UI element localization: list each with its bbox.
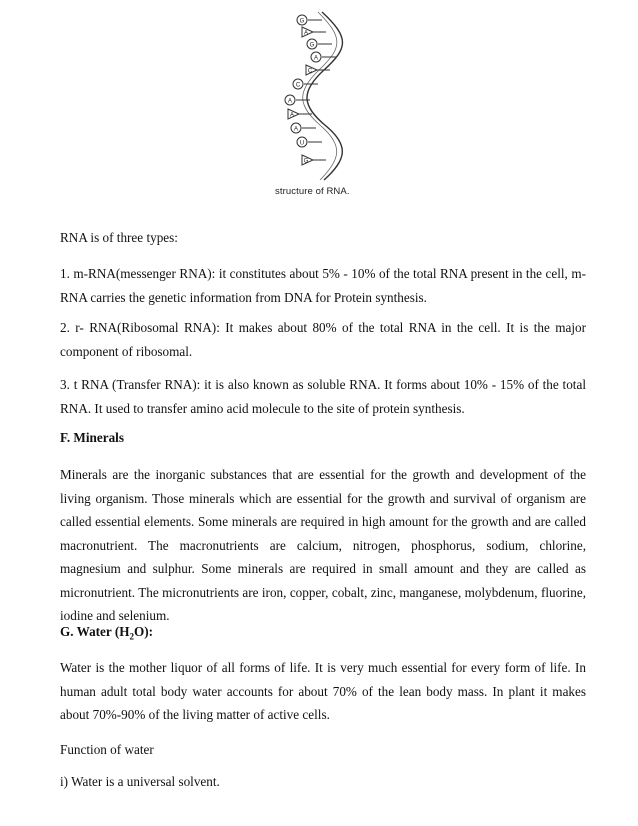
nucleotide-base-label: U	[299, 140, 305, 147]
rna-backbone	[307, 12, 343, 180]
function-item-1: i) Water is a universal solvent.	[60, 774, 220, 789]
nucleotide-base-label: C	[307, 68, 313, 75]
function-heading: Function of water	[60, 742, 154, 757]
nucleotide-base-label: C	[295, 82, 301, 89]
nucleotide-base-label: A	[293, 126, 299, 133]
trna-paragraph: 3. t RNA (Transfer RNA): it is also known as soluble RNA. It forms about 10% - 15% of the total RNA. It used to transfer amino acid molecule to the site of protein synthesis.	[60, 377, 586, 416]
water-paragraph: Water is the mother liquor of all forms of life. It is very much essential for every form of life. In human adult total body water accounts for about 70% of the lean body mass. In plant it makes about 70%-90% of the living matter of active cells.	[60, 660, 586, 722]
nucleotide-base-label: G	[309, 42, 315, 49]
nucleotide-base-label: A	[289, 112, 295, 119]
water-heading-subscript: 2	[129, 631, 134, 642]
nucleotide-base-label: G	[299, 18, 305, 25]
water-heading-prefix: G. Water (H	[60, 624, 130, 639]
rna-backbone-inner	[303, 12, 337, 180]
rrna-paragraph: 2. r- RNA(Ribosomal RNA): It makes about 80% of the total RNA in the cell. It is the major component of ribosomal.	[60, 320, 586, 359]
nucleotide-bases	[285, 15, 336, 165]
nucleotide-base-label: A	[313, 55, 319, 62]
mrna-paragraph: 1. m-RNA(messenger RNA): it constitutes about 5% - 10% of the total RNA present in the cell, m-RNA carries the genetic information from DNA for Protein synthesis.	[60, 266, 586, 305]
water-heading-suffix: O):	[133, 624, 154, 639]
figure-caption: structure of RNA.	[275, 186, 350, 197]
rna-strand-diagram	[270, 8, 380, 188]
rna-structure-figure	[270, 8, 380, 198]
types-intro: RNA is of three types:	[60, 230, 178, 245]
nucleotide-base-label: A	[303, 30, 309, 37]
minerals-paragraph: Minerals are the inorganic substances that are essential for the growth and development of the living organism. Those minerals which are essential for the growth and survival of organism are called essential elements. Some minerals are required in high amount for the growth and are called macronutrient. The macronutrients are calcium, nitrogen, phosphorus, sodium, chlorine, magnesium and sulphur. Some minerals are required in small amount and they are called as micronutrient. The micronutrients are iron, copper, cobalt, zinc, manganese, molybdenum, fluorine, iodine and selenium.	[60, 467, 586, 623]
nucleotide-base-label: G	[303, 158, 309, 165]
water-heading	[60, 624, 153, 640]
minerals-heading: F. Minerals	[60, 430, 124, 445]
nucleotide-base-label: A	[287, 98, 293, 105]
